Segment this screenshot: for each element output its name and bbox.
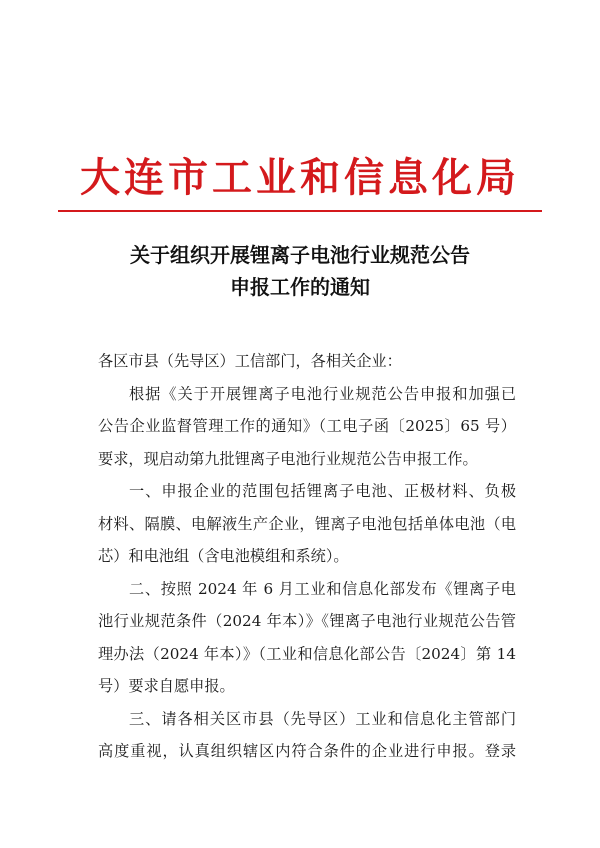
paragraph-1-line-3: 要求，现启动第九批锂离子电池行业规范公告申报工作。 bbox=[98, 449, 478, 468]
paragraph-2-line-2: 材料、隔膜、电解液生产企业，锂离子电池包括单体电池（电 bbox=[98, 514, 516, 533]
paragraph-1-line-2: 公告企业监督管理工作的通知》（工电子函〔2025〕65 号） bbox=[98, 417, 516, 435]
document-body bbox=[98, 345, 516, 768]
red-divider bbox=[58, 210, 542, 212]
paragraph-2-line-1: 一、申报企业的范围包括锂离子电池、正极材料、负极 bbox=[129, 482, 516, 500]
paragraph-1-line-1: 根据《关于开展锂离子电池行业规范公告申报和加强已 bbox=[129, 384, 516, 403]
paragraph-3-line-1: 二、按照 2024 年 6 月工业和信息化部发布《锂离子电 bbox=[129, 579, 516, 598]
paragraph-4-line-1: 三、请各相关区市县（先导区）工业和信息化主管部门 bbox=[129, 709, 516, 728]
paragraph-3-line-4: 号）要求自愿申报。 bbox=[98, 677, 235, 695]
paragraph-3-line-3: 理办法（2024 年本）》（工业和信息化部公告〔2024〕第 14 bbox=[98, 644, 516, 663]
document-title-line-1: 关于组织开展锂离子电池行业规范公告 bbox=[130, 243, 470, 267]
paragraph-4-line-2: 高度重视，认真组织辖区内符合条件的企业进行申报。登录 bbox=[98, 742, 516, 760]
salutation: 各区市县（先导区）工信部门，各相关企业： bbox=[98, 352, 402, 370]
paragraph-3-line-2: 池行业规范条件（2024 年本）》《锂离子电池行业规范公告管 bbox=[98, 612, 516, 630]
organization-header: 大连市工业和信息化局 bbox=[80, 154, 520, 201]
document-title-line-2: 申报工作的通知 bbox=[230, 275, 370, 299]
paragraph-2-line-3: 芯）和电池组（含电池模组和系统）。 bbox=[98, 547, 349, 565]
